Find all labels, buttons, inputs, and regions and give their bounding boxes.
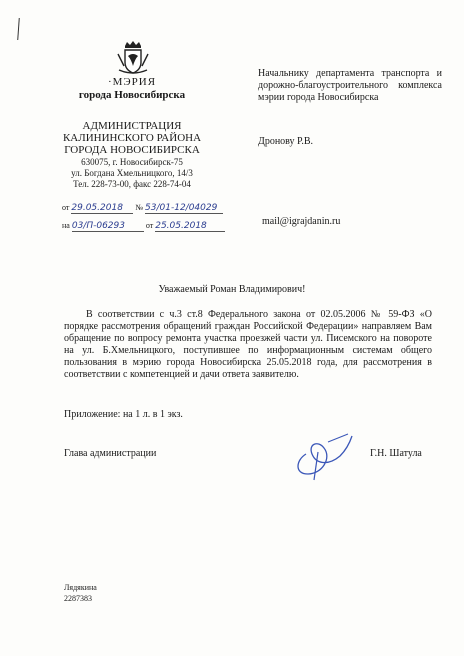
scan-margin-mark	[17, 18, 20, 40]
salutation: Уважаемый Роман Владимирович!	[158, 284, 306, 295]
recipient-position: Начальнику департамента транспорта и дорожно-благоустроительного комплекса мэрии города Новосибирска	[258, 68, 442, 103]
number-label: №	[135, 203, 144, 212]
admin-title-line3: ГОРОДА НОВОСИБИРСКА	[64, 144, 200, 156]
reference-number: 03/П-06293	[72, 221, 144, 232]
coat-of-arms-emblem	[116, 40, 150, 76]
recipient-name: Дронову Р.В.	[258, 136, 314, 147]
attachment-note: Приложение: на 1 л. в 1 экз.	[64, 409, 183, 420]
registration-row-reference	[62, 221, 225, 232]
reference-date: 25.05.2018	[155, 221, 225, 232]
outgoing-number: 53/01-12/04029	[145, 203, 223, 214]
signatory-position: Глава администрации	[64, 448, 157, 459]
mayor-title: ·МЭРИЯ	[107, 76, 157, 88]
handwritten-signature	[288, 430, 358, 482]
ref-from-label: от	[145, 221, 154, 230]
admin-title-line2: КАЛИНИНСКОГО РАЙОНА	[62, 132, 202, 144]
to-label: на	[62, 221, 70, 230]
admin-title-line1: АДМИНИСТРАЦИЯ	[82, 120, 182, 132]
letter-body: В соответствии с ч.3 ст.8 Федерального закона от 02.05.2006 № 59-ФЗ «О порядке рассмотрения обращений граждан Российской Федерации» направляем Вам обращение по вопросу ремонта участка проезжей части ул. Писемского на повороте на ул. Б.Хмельницкого, поступившее по информационным системам общего пользования в мэрию города Новосибирска 25.05.2018 года, для рассмотрения в соответствии с компетенцией и дачи ответа заявителю.	[64, 309, 432, 380]
registration-row-outgoing	[62, 203, 223, 214]
outgoing-date: 29.05.2018	[71, 203, 133, 214]
signatory-name: Г.Н. Шатула	[370, 448, 422, 459]
executor-phone: 2287383	[64, 594, 92, 603]
email-address: mail@igrajdanin.ru	[262, 216, 341, 227]
executor-name: Лядякина	[64, 583, 97, 592]
address-line2: ул. Богдана Хмельницкого, 14/3	[71, 168, 193, 178]
address-line1: 630075, г. Новосибирск-75	[81, 157, 183, 167]
city-title: города Новосибирска	[78, 89, 186, 101]
address-line3: Тел. 228-73-00, факс 228-74-04	[73, 179, 191, 189]
from-label: от	[62, 203, 70, 212]
